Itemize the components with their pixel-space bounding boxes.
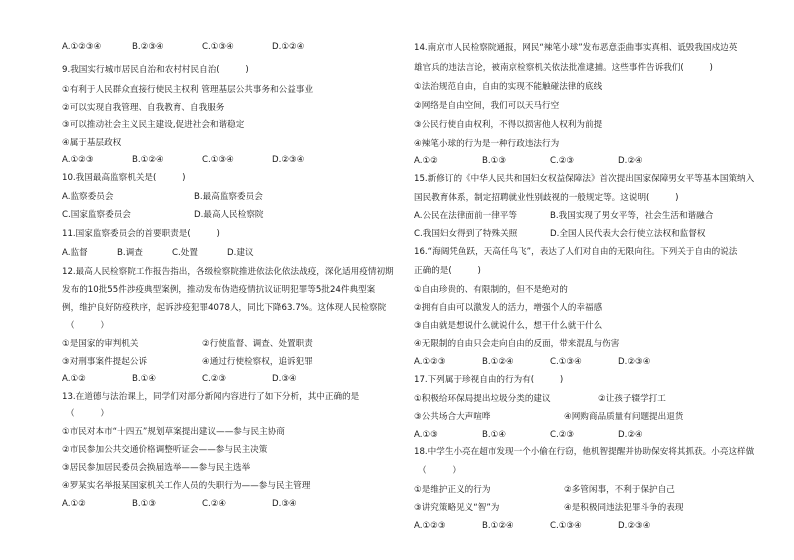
q16-item-4: ④无限制的自由只会走向自由的反面，带来混乱与伤害 [414, 339, 620, 349]
q16-option-a: A.①②③ [414, 357, 446, 367]
q16-line-1: 16.“海阔凭鱼跃，天高任鸟飞”，表达了人们对自由的无限向往。下列关于自由的说法 [414, 247, 738, 257]
q9-option-b: B.①②④ [132, 155, 164, 165]
q12-option-b: B.①④ [132, 374, 157, 384]
q8-option-a: A.①②③④ [62, 42, 102, 52]
q16-line-2: 正确的是( ) [414, 266, 481, 276]
q14-option-c: C.②③ [550, 156, 575, 166]
q15-line-2: 国民教育体系，制定招聘就业性别歧视的一般规定等。这说明( ) [414, 193, 679, 203]
q17-option-d: D.②④ [618, 430, 643, 440]
q10-option-c: C.国家监察委员会 [62, 210, 131, 220]
q11-option-c: C.处置 [172, 248, 198, 258]
q13-line-1: 13.在道德与法治课上，同学们对部分新闻内容进行了如下分析，其中正确的是 [62, 392, 360, 402]
q18-item-4: ④是积极同违法犯罪斗争的表现 [564, 503, 684, 513]
q15-line-1: 15.新修订的《中华人民共和国妇女权益保障法》首次提出国家保障男女平等基本国策纳入 [414, 174, 755, 184]
q11-option-b: B.调查 [117, 248, 143, 258]
q11-option-a: A.监督 [62, 248, 88, 258]
q14-option-b: B.①③ [482, 156, 507, 166]
q13-item-4: ④罗某实名举报某国家机关工作人员的失职行为——参与民主管理 [62, 481, 311, 491]
q16-option-d: D.②③④ [618, 357, 651, 367]
q17-item-3: ③公共场合大声喧哗 [414, 412, 491, 422]
q9-item-2: ②可以实现自我管理、自我教育、自我服务 [62, 103, 225, 113]
q17-item-2: ②让孩子辍学打工 [598, 394, 666, 404]
q14-item-3: ③公民行使自由权利，不得以损害他人权利为前提 [414, 120, 603, 130]
q13-option-c: C.②④ [202, 499, 227, 509]
q8-option-b: B.②③④ [132, 42, 164, 52]
q14-item-4: ④辣笔小球的行为是一种行政违法行为 [414, 139, 560, 149]
q12-item-3: ③对刑事案件提起公诉 [62, 357, 148, 367]
q10-option-a: A.监察委员会 [62, 192, 114, 202]
q14-item-1: ①法治规范自由，自由的实现不能触碰法律的底线 [414, 82, 603, 92]
q14-item-2: ②网络是自由空间，我们可以天马行空 [414, 101, 560, 111]
q16-item-2: ②拥有自由可以激发人的活力，增强个人的幸福感 [414, 303, 603, 313]
q9-item-4: ④属于基层政权 [62, 138, 122, 148]
q9-stem: 9.我国实行城市居民自治和农村村民自治( ) [62, 65, 249, 75]
q18-item-1: ①是维护正义的行为 [414, 485, 491, 495]
q18-line-2: （ ） [418, 466, 461, 476]
q16-option-b: B.①②④ [482, 357, 514, 367]
q15-option-b: B.我国实现了男女平等，社会生活和谐融合 [550, 211, 714, 221]
q17-stem: 17.下列属于珍视自由的行为有( ) [414, 375, 564, 385]
q12-item-1: ①是国家的审判机关 [62, 339, 139, 349]
q13-line-2: （ ） [66, 409, 109, 419]
q10-option-b: B.最高监察委员会 [194, 192, 263, 202]
q14-line-1: 14.南京市人民检察院通报，网民“辣笔小球”发布恶意歪曲事实真相、诋毁我国戍边英 [414, 43, 738, 53]
q12-item-2: ②行使监督、调查、处置职责 [202, 339, 313, 349]
q13-option-a: A.①② [62, 499, 86, 509]
q16-item-3: ③自由就是想说什么就说什么，想干什么就干什么 [414, 321, 603, 331]
q17-option-a: A.①③ [414, 430, 438, 440]
q12-line-3: 例，维护良好防疫秩序，起诉涉疫犯罪4078人，同比下降63.7%。这体现人民检察院 [62, 303, 387, 313]
q8-option-c: C.①③④ [202, 42, 234, 52]
q18-option-c: C.①③④ [550, 521, 582, 531]
q14-option-a: A.①② [414, 156, 438, 166]
q18-option-d: D.②③④ [618, 521, 651, 531]
q17-item-4: ④网购商品质量有问题提出退货 [564, 412, 684, 422]
q17-item-1: ①积极给环保局提出垃圾分类的建议 [414, 394, 551, 404]
q13-option-b: B.①③ [132, 499, 157, 509]
q9-option-a: A.①②③ [62, 155, 94, 165]
q12-option-c: C.②③ [202, 374, 227, 384]
q12-line-1: 12.最高人民检察院工作报告指出，各级检察院推进依法化依法战疫，深化适用疫情初期 [62, 267, 394, 277]
q9-option-c: C.①③④ [202, 155, 234, 165]
q13-option-d: D.③④ [272, 499, 297, 509]
q8-option-d: D.①②④ [272, 42, 305, 52]
q13-item-3: ③居民参加居民委员会换届选举——参与民主选举 [62, 463, 251, 473]
q9-item-3: ③可以推动社会主义民主建设,促进社会和谐稳定 [62, 120, 245, 130]
q16-item-1: ①自由珍贵的、有限制的，但不是绝对的 [414, 285, 568, 295]
q9-option-d: D.②③④ [272, 155, 305, 165]
q15-option-a: A.公民在法律面前一律平等 [414, 211, 517, 221]
q14-line-2: 雄官兵的违法言论，被南京检察机关依法批准逮捕。这些事件告诉我们( ) [414, 63, 713, 73]
q16-option-c: C.①③④ [550, 357, 582, 367]
q13-item-1: ①市民对本市“十四五”规划草案提出建议——参与民主协商 [62, 427, 285, 437]
q18-item-2: ②多管闲事，不利于保护自己 [564, 485, 675, 495]
q10-option-d: D.最高人民检察院 [194, 210, 264, 220]
q13-item-2: ②市民参加公共交通价格调整听证会——参与民主决策 [62, 445, 268, 455]
q12-line-4: （ ） [66, 321, 109, 331]
q12-option-d: D.③④ [272, 374, 297, 384]
q18-option-b: B.①②④ [482, 521, 514, 531]
q12-option-a: A.①② [62, 374, 86, 384]
q18-option-a: A.①②③ [414, 521, 446, 531]
q15-option-d: D.全国人民代表大会行使立法权和监督权 [550, 229, 706, 239]
q18-item-3: ③讲究策略见义“智”为 [414, 503, 500, 513]
q10-stem: 10.我国最高监察机关是( ) [62, 173, 186, 183]
q12-item-4: ④通过行使检察权，追诉犯罪 [202, 357, 313, 367]
q18-line-1: 18.中学生小亮在超市发现一个小偷在行窃，他机智提醒并协助保安将其抓获。小亮这样做 [414, 447, 755, 457]
q15-option-c: C.我国妇女得到了特殊关照 [414, 229, 518, 239]
q11-stem: 11.国家监察委员会的首要职责是( ) [62, 229, 220, 239]
q12-line-2: 发布的10批55件涉疫典型案例，推动发布伪造疫情抗议证明犯罪等5批24件典型案 [62, 285, 376, 295]
q9-item-1: ①有利于人民群众直接行使民主权利 管理基层公共事务和公益事业 [62, 85, 314, 95]
q17-option-b: B.①④ [482, 430, 507, 440]
q14-option-d: D.②④ [618, 156, 643, 166]
q17-option-c: C.②③ [550, 430, 575, 440]
q11-option-d: D.建议 [227, 248, 254, 258]
